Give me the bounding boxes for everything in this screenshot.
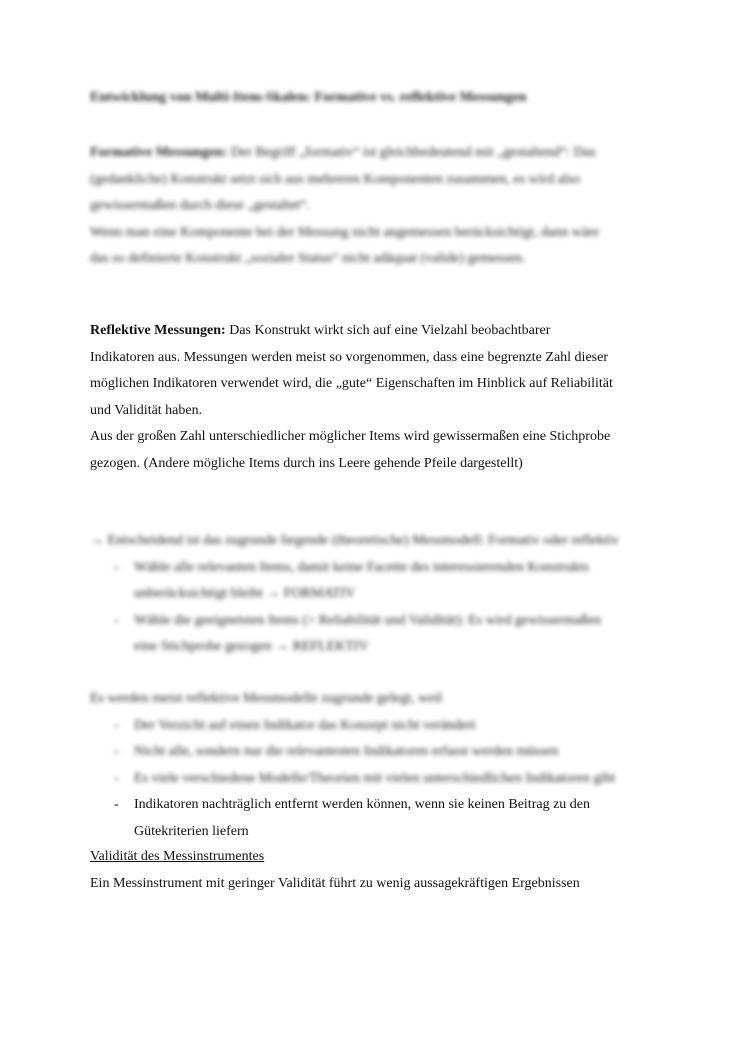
reflective-line-4: und Validität haben. <box>90 402 203 418</box>
list-item: - Nicht alle, sondern nur die relevantesten Indikatoren erfasst werden müssen <box>114 744 559 759</box>
list-item: - Wähle alle relevanten Items, damit keine Facette des interessierenden Konstrukts unberücksichtigt bleibt → FORMATIV <box>114 559 589 601</box>
reflective-paragraph <box>90 318 670 477</box>
reflective-line-5: Aus der großen Zahl unterschiedlicher möglicher Items wird gewissermaßen eine Stichprobe <box>90 429 611 444</box>
measurement-model-lead: → Entscheidend ist das zugrunde liegende (theoretische) Messmodell: Formativ oder reflektiv <box>90 533 619 548</box>
formative-line-1: Formative Messungen: Der Begriff „formativ“ ist gleichbedeutend mit „gestaltend“: Das <box>90 145 596 160</box>
reasons-lead: Es werden meist reflektive Messmodelle zugrunde gelegt, weil <box>90 691 443 706</box>
measurement-model-section <box>90 528 670 661</box>
formative-paragraph <box>90 140 670 273</box>
list-item: - Der Verzicht auf einen Indikator das Konzept nicht verändert <box>114 717 476 733</box>
reflective-line-3: möglichen Indikatoren verwendet wird, die „gute“ Eigenschaften im Hinblick auf Reliabilität <box>90 376 613 391</box>
formative-line-3: gewissermaßen durch diese „gestaltet“. <box>90 198 311 213</box>
list-item: - Indikatoren nachträglich entfernt werden können, wenn sie keinen Beitrag zu den Gütekriterien liefern <box>114 797 590 839</box>
list-item: - Wähle die geeignetsten Items (> Reliabilität und Validität): Es wird gewissermaßen eine Stichprobe gezogen → REFLEKTIV <box>114 612 602 654</box>
reflective-line-2: Indikatoren aus. Messungen werden meist so vorgenommen, dass eine begrenzte Zahl dieser <box>90 349 608 365</box>
reflective-line-1: Reflektive Messungen: Das Konstrukt wirkt sich auf eine Vielzahl beobachtbarer <box>90 323 551 338</box>
formative-line-2: (gedankliche) Konstrukt setzt sich aus mehreren Komponenten zusammen, es wird also <box>90 171 581 187</box>
formative-line-5: das so definierte Konstrukt „sozialer Status“ nicht adäquat (valide) gemessen. <box>90 251 526 266</box>
document-title: Entwicklung von Multi-Item-Skalen: Formative vs. reflektive Messungen <box>90 90 527 105</box>
validity-text: Ein Messinstrument mit geringer Validität führt zu wenig aussagekräftigen Ergebnissen <box>90 875 580 891</box>
reflective-label: Reflektive Messungen: <box>90 323 226 338</box>
reasons-section <box>90 686 670 845</box>
formative-line-4: Wenn man eine Komponente bei der Messung nicht angemessen berücksichtigt, dann wäre <box>90 224 599 240</box>
formative-label: Formative Messungen: <box>90 145 228 160</box>
validity-heading: Validität des Messinstrumentes <box>90 849 265 864</box>
validity-section <box>90 844 670 897</box>
reflective-line-6: gezogen. (Andere mögliche Items durch ins Leere gehende Pfeile dargestellt) <box>90 455 523 471</box>
list-item: - Es viele verschiedene Modelle/Theorien mit vielen unterschiedlichen Indikatoren gibt <box>114 770 616 786</box>
